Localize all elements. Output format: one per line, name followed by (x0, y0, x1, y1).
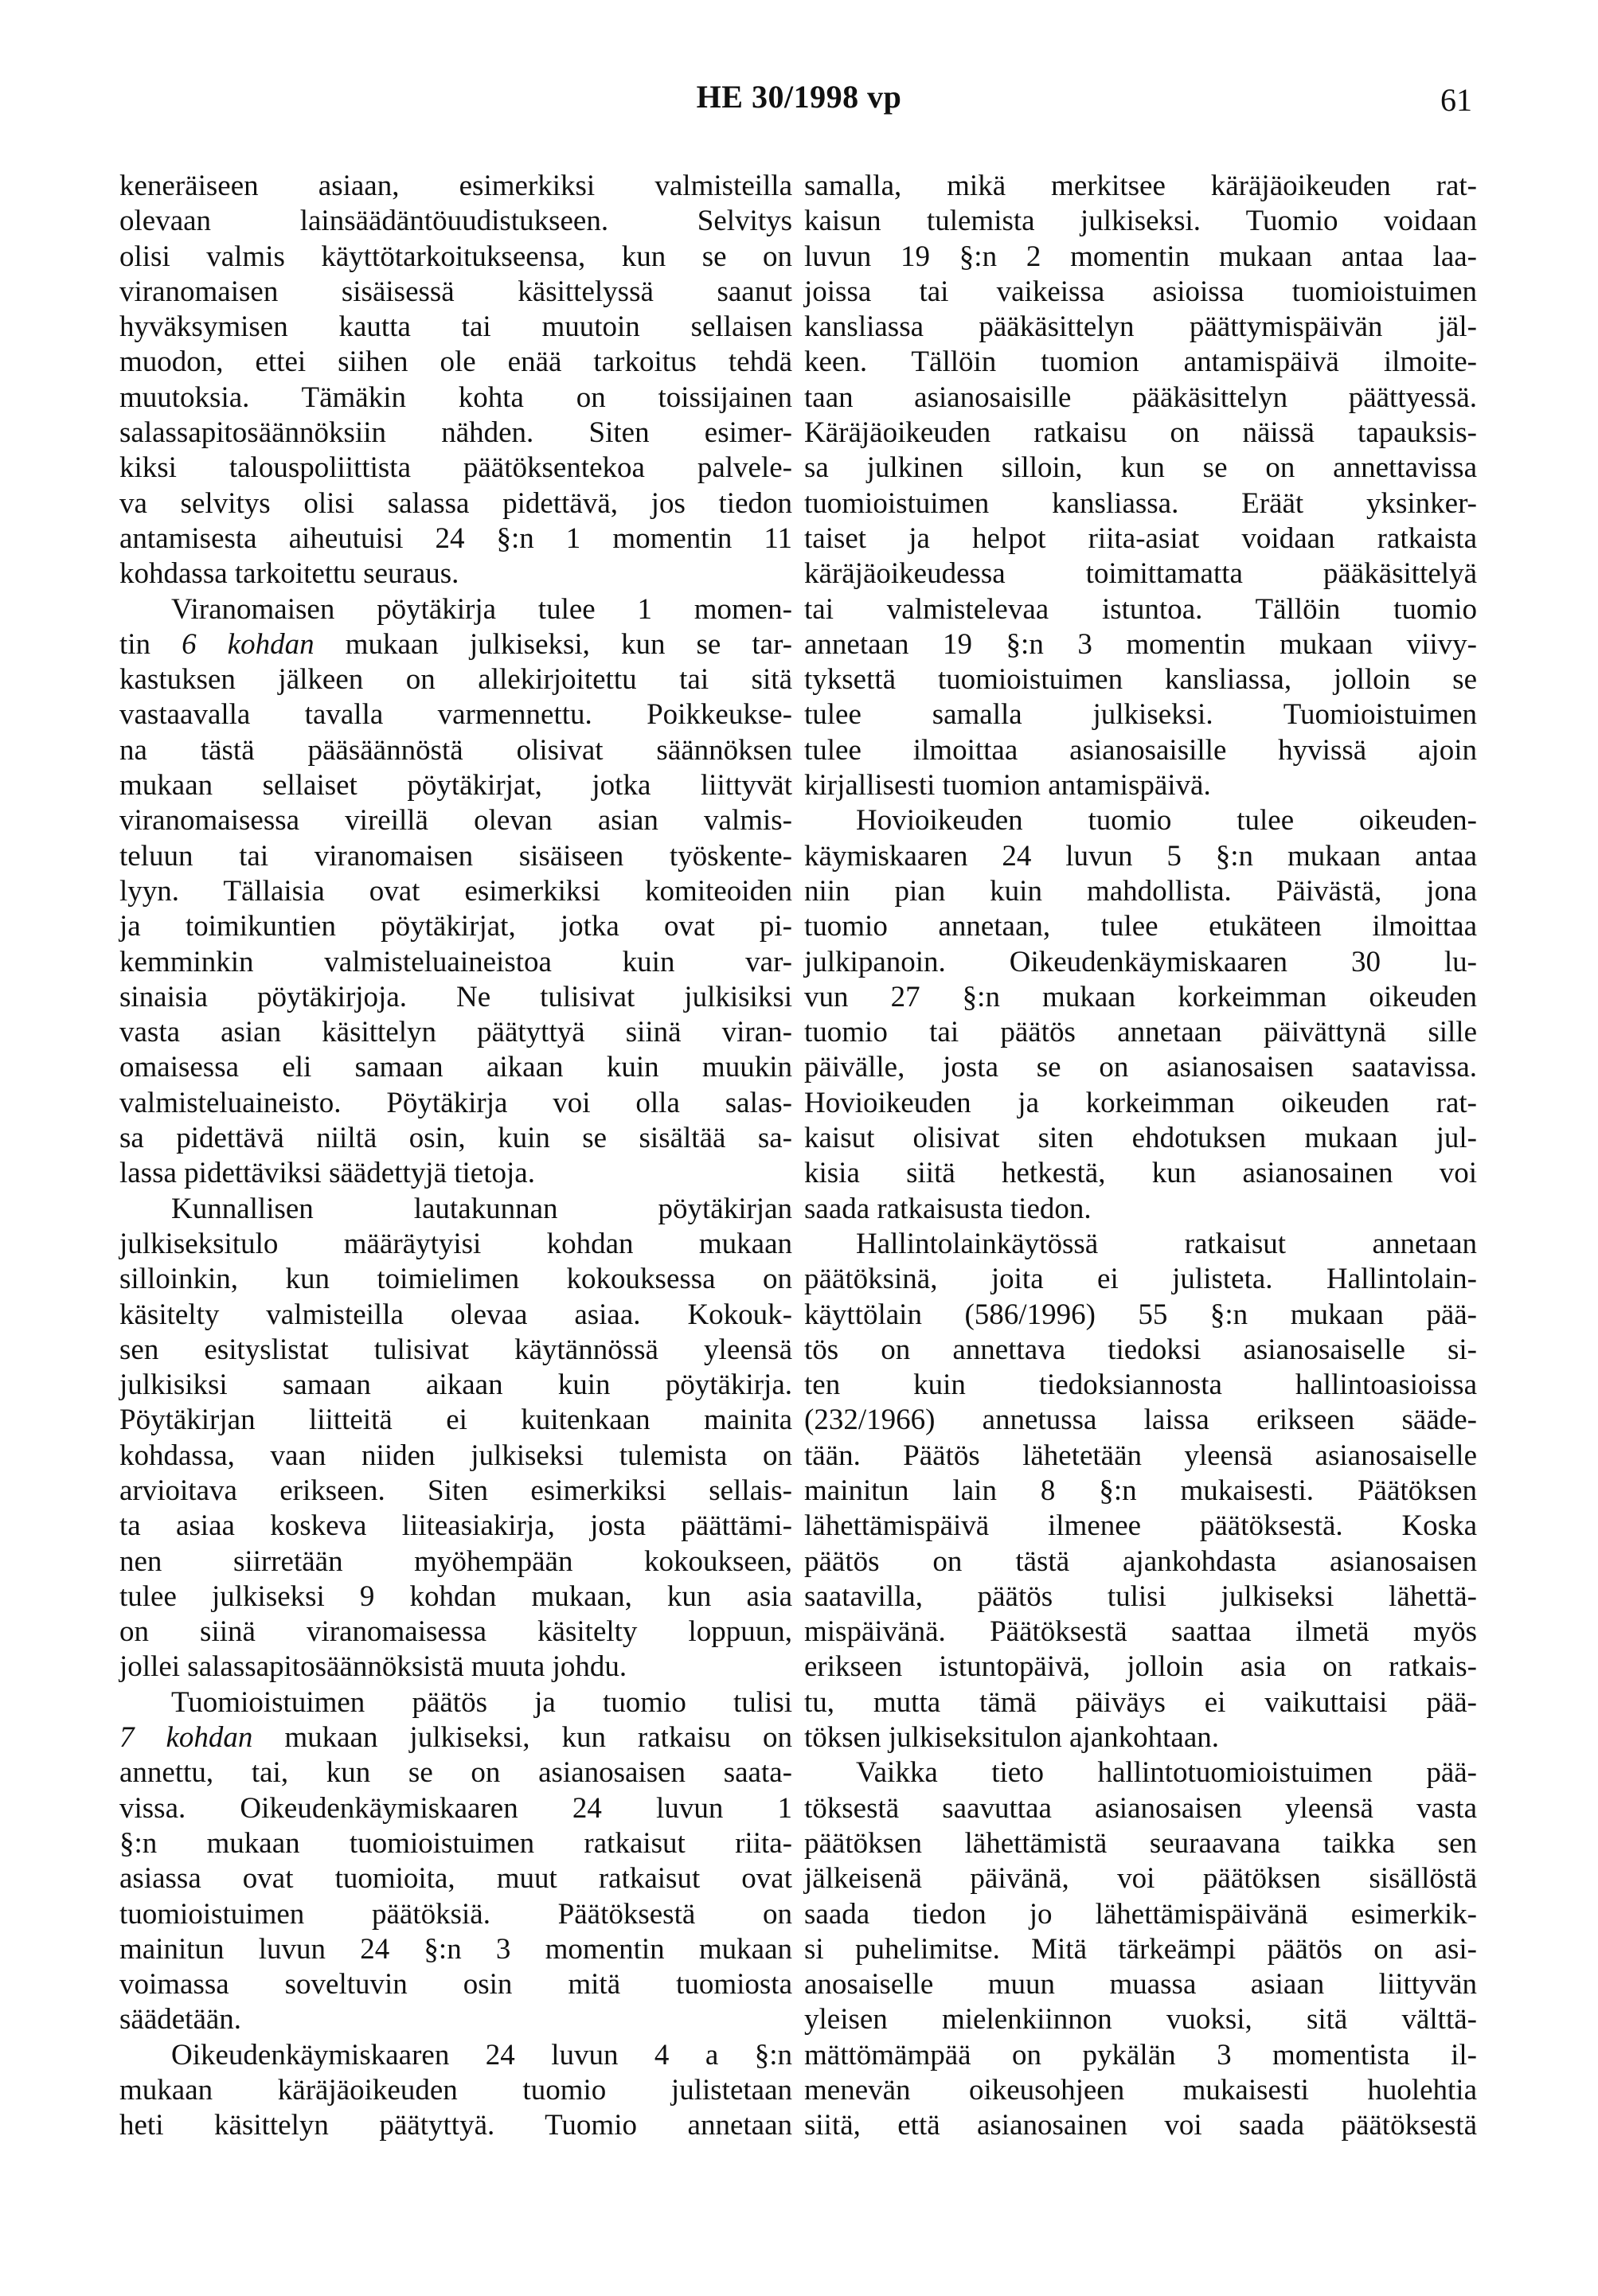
text-line: kohdassa, vaan niiden julkiseksi tulemista on (119, 1439, 792, 1472)
text-line: anosaiselle muun muassa asiaan liittyvän (804, 1968, 1477, 2001)
text-line: Kunnallisen lautakunnan pöytäkirjan (171, 1192, 792, 1225)
text-line: tulee ilmoittaa asianosaisille hyvissä ajoin (804, 733, 1477, 767)
text-line: kaisut olisivat siten ehdotuksen mukaan jul- (804, 1122, 1477, 1155)
text-line: menevän oikeusohjeen mukaisesti huolehtia (804, 2074, 1477, 2107)
text-line: annettu, tai, kun se on asianosaisen saata- (119, 1756, 792, 1790)
text-line: käräjäoikeudessa toimittamatta pääkäsittelyä (804, 557, 1477, 591)
text-line: viranomaisessa vireillä olevan asian valmis- (119, 804, 792, 838)
text-line: niin pian kuin mahdollista. Päivästä, jona (804, 874, 1477, 908)
text-line: päätös on tästä ajankohdasta asianosaisen (804, 1544, 1477, 1578)
text-line: Tuomioistuimen päätös ja tuomio tulisi (171, 1685, 792, 1719)
text-line: tyksettä tuomioistuimen kansliassa, jolloin se (804, 663, 1477, 697)
text-line: tuomioistuimen päätöksiä. Päätöksestä on (119, 1897, 792, 1931)
left-text-column (119, 169, 792, 2144)
text-line: silloinkin, kun toimielimen kokouksessa on (119, 1263, 792, 1296)
text-line: tulee julkiseksi 9 kohdan mukaan, kun asia (119, 1579, 792, 1613)
text-line: antamisesta aiheutuisi 24 §:n 1 momentin 11 (119, 521, 792, 555)
text-line: töksen julkiseksitulon ajankohtaan. (804, 1721, 1219, 1755)
text-line: muodon, ettei siihen ole enää tarkoitus tehdä (119, 346, 792, 379)
text-line: jälkeisenä päivänä, voi päätöksen sisällöstä (804, 1862, 1477, 1896)
text-line: vissa. Oikeudenkäymiskaaren 24 luvun 1 (119, 1791, 792, 1825)
text-line: Oikeudenkäymiskaaren 24 luvun 4 a §:n (171, 2038, 792, 2071)
document-id: HE 30/1998 vp (696, 79, 902, 115)
text-line: kisia siitä hetkestä, kun asianosainen voi (804, 1157, 1477, 1190)
text-line: mainitun luvun 24 §:n 3 momentin mukaan (119, 1932, 792, 1966)
text-line: säädetään. (119, 2003, 242, 2036)
text-line: §:n mukaan tuomioistuimen ratkaisut riita- (119, 1826, 792, 1860)
text-line: teluun tai viranomaisen sisäiseen työskente- (119, 839, 792, 873)
page-number: 61 (1440, 82, 1472, 118)
text-line: tin 6 kohdan mukaan julkiseksi, kun se tar- (119, 627, 793, 661)
text-line: käyttölain (586/1996) 55 §:n mukaan pää- (804, 1298, 1477, 1331)
text-line: päivälle, josta se on asianosaisen saatavissa. (804, 1051, 1477, 1084)
text-line: julkipanoin. Oikeudenkäymiskaaren 30 lu- (804, 945, 1477, 978)
text-line: yleisen mielenkiinnon vuoksi, sitä välttä- (804, 2003, 1477, 2036)
text-line: erikseen istuntopäivä, jolloin asia on ratkais- (804, 1650, 1477, 1684)
text-line: kohdassa tarkoitettu seuraus. (119, 557, 459, 591)
text-line: töksestä saavuttaa asianosaisen yleensä vasta (804, 1791, 1477, 1825)
text-line: keen. Tällöin tuomion antamispäivä ilmoite- (804, 346, 1477, 379)
text-line: mainitun lain 8 §:n mukaisesti. Päätöksen (804, 1474, 1477, 1507)
text-line: sa pidettävä niiltä osin, kuin se sisältää sa- (119, 1122, 792, 1155)
text-line: taan asianosaisille pääkäsittelyn päättyessä. (804, 381, 1477, 414)
text-line: ta asiaa koskeva liiteasiakirja, josta päättämi- (119, 1509, 792, 1543)
text-line: päätöksen lähettämistä seuraavana taikka sen (804, 1826, 1477, 1860)
text-line: Hovioikeuden tuomio tulee oikeuden- (856, 804, 1477, 838)
text-line: saada ratkaisusta tiedon. (804, 1192, 1092, 1225)
text-line: 7 kohdan mukaan julkiseksi, kun ratkaisu on (119, 1721, 792, 1755)
text-line: ten kuin tiedoksiannosta hallintoasioissa (804, 1369, 1477, 1402)
text-line: päätöksinä, joita ei julisteta. Hallintolain- (804, 1263, 1477, 1296)
text-line: tään. Päätös lähetetään yleensä asianosaiselle (804, 1439, 1477, 1472)
text-line: na tästä pääsäännöstä olisivat säännöksen (119, 733, 792, 767)
text-line: kemminkin valmisteluaineistoa kuin var- (119, 945, 792, 978)
text-line: siitä, että asianosainen voi saada päätöksestä (804, 2109, 1477, 2142)
text-line: on siinä viranomaisessa käsitelty loppuun, (119, 1615, 792, 1649)
text-line: ja toimikuntien pöytäkirjat, jotka ovat pi- (119, 910, 792, 943)
text-line: mispäivänä. Päätöksestä saattaa ilmetä myös (804, 1615, 1477, 1649)
text-line: tuomioistuimen kansliassa. Eräät yksinker- (804, 486, 1477, 520)
text-line: keneräiseen asiaan, esimerkiksi valmisteilla (119, 170, 792, 202)
text-line: Käräjäoikeuden ratkaisu on näissä tapauksis- (804, 416, 1477, 450)
text-line: mukaan käräjäoikeuden tuomio julistetaan (119, 2074, 792, 2107)
text-line: heti käsittelyn päätyttyä. Tuomio annetaan (119, 2109, 792, 2142)
text-line: tulee samalla julkiseksi. Tuomioistuimen (804, 698, 1477, 732)
text-line: annetaan 19 §:n 3 momentin mukaan viivy- (804, 627, 1477, 661)
text-line: samalla, mikä merkitsee käräjäoikeuden rat- (804, 170, 1477, 202)
text-line: lähettämispäivä ilmenee päätöksestä. Koska (804, 1509, 1477, 1543)
text-line: Viranomaisen pöytäkirja tulee 1 momen- (171, 592, 792, 626)
text-line: va selvitys olisi salassa pidettävä, jos tiedon (119, 486, 792, 520)
text-line: kansliassa pääkäsittelyn päättymispäivän jäl- (804, 310, 1477, 344)
text-line: kaisun tulemista julkiseksi. Tuomio voidaan (804, 205, 1477, 238)
text-line: taiset ja helpot riita-asiat voidaan ratkaista (804, 521, 1477, 555)
text-line: sa julkinen silloin, kun se on annettavissa (804, 451, 1477, 485)
right-text-column (804, 169, 1477, 2144)
text-line: vun 27 §:n mukaan korkeimman oikeuden (804, 980, 1477, 1013)
text-line: lassa pidettäviksi säädettyjä tietoja. (119, 1157, 535, 1190)
text-line: olevaan lainsäädäntöuudistukseen. Selvitys (119, 205, 792, 238)
text-line: Hallintolainkäytössä ratkaisut annetaan (856, 1227, 1477, 1260)
text-line: voimassa soveltuvin osin mitä tuomiosta (119, 1968, 792, 2001)
text-line: vastaavalla tavalla varmennettu. Poikkeukse- (119, 698, 792, 732)
text-line: mukaan sellaiset pöytäkirjat, jotka liittyvät (119, 769, 792, 802)
text-line: kirjallisesti tuomion antamispäivä. (804, 769, 1211, 802)
text-line: mättömämpää on pykälän 3 momentista il- (804, 2038, 1477, 2071)
text-line: tai valmistelevaa istuntoa. Tällöin tuomio (804, 592, 1477, 626)
page-header (0, 78, 1598, 134)
text-line: omaisessa eli samaan aikaan kuin muukin (119, 1051, 792, 1084)
text-line: Vaikka tieto hallintotuomioistuimen pää- (856, 1756, 1477, 1790)
text-line: luvun 19 §:n 2 momentin mukaan antaa laa- (804, 240, 1477, 273)
text-line: käymiskaaren 24 luvun 5 §:n mukaan antaa (804, 839, 1477, 873)
text-line: arvioitava erikseen. Siten esimerkiksi sellais- (119, 1474, 792, 1507)
text-line: tös on annettava tiedoksi asianosaiselle si- (804, 1333, 1477, 1366)
text-line: viranomaisen sisäisessä käsittelyssä saanut (119, 275, 792, 308)
text-line: julkisiksi samaan aikaan kuin pöytäkirja. (119, 1369, 792, 1402)
text-line: sen esityslistat tulisivat käytännössä yleensä (119, 1333, 792, 1366)
text-line: salassapitosäännöksiin nähden. Siten esimer- (119, 416, 792, 450)
text-line: nen siirretään myöhempään kokoukseen, (119, 1544, 792, 1578)
text-line: hyväksymisen kautta tai muutoin sellaisen (119, 310, 792, 344)
text-line: kastuksen jälkeen on allekirjoitettu tai sitä (119, 663, 792, 697)
text-line: si puhelimitse. Mitä tärkeämpi päätös on asi- (804, 1932, 1477, 1966)
text-line: Pöytäkirjan liitteitä ei kuitenkaan mainita (119, 1404, 792, 1437)
text-line: jollei salassapitosäännöksistä muuta johdu. (119, 1650, 627, 1684)
text-line: käsitelty valmisteilla olevaa asiaa. Kokouk- (119, 1298, 792, 1331)
text-line: vasta asian käsittelyn päätyttyä siinä viran- (119, 1016, 792, 1049)
text-line: tu, mutta tämä päiväys ei vaikuttaisi pää- (804, 1685, 1477, 1719)
text-line: tuomio tai päätös annetaan päivättynä sille (804, 1016, 1477, 1049)
emphasis: 6 kohdan (182, 627, 315, 661)
text-line: (232/1966) annetussa laissa erikseen sääde- (804, 1404, 1477, 1437)
text-line: muutoksia. Tämäkin kohta on toissijainen (119, 381, 792, 414)
text-line: valmisteluaineisto. Pöytäkirja voi olla salas- (119, 1086, 792, 1119)
text-line: saatavilla, päätös tulisi julkiseksi lähettä- (804, 1579, 1477, 1613)
text-line: asiassa ovat tuomioita, muut ratkaisut ovat (119, 1862, 792, 1896)
text-line: tuomio annetaan, tulee etukäteen ilmoittaa (804, 910, 1477, 943)
text-line: olisi valmis käyttötarkoitukseensa, kun se on (119, 240, 792, 273)
text-line: julkiseksitulo määräytyisi kohdan mukaan (119, 1227, 792, 1260)
text-line: Hovioikeuden ja korkeimman oikeuden rat- (804, 1086, 1477, 1119)
emphasis: 7 kohdan (119, 1721, 253, 1755)
text-line: lyyn. Tällaisia ovat esimerkiksi komiteoiden (119, 874, 792, 908)
text-line: joissa tai vaikeissa asioissa tuomioistuimen (804, 275, 1477, 308)
text-line: saada tiedon jo lähettämispäivänä esimerkik- (804, 1897, 1477, 1931)
text-line: sinaisia pöytäkirjoja. Ne tulisivat julkisiksi (119, 980, 792, 1013)
text-line: kiksi talouspoliittista päätöksentekoa palvele- (119, 451, 792, 485)
